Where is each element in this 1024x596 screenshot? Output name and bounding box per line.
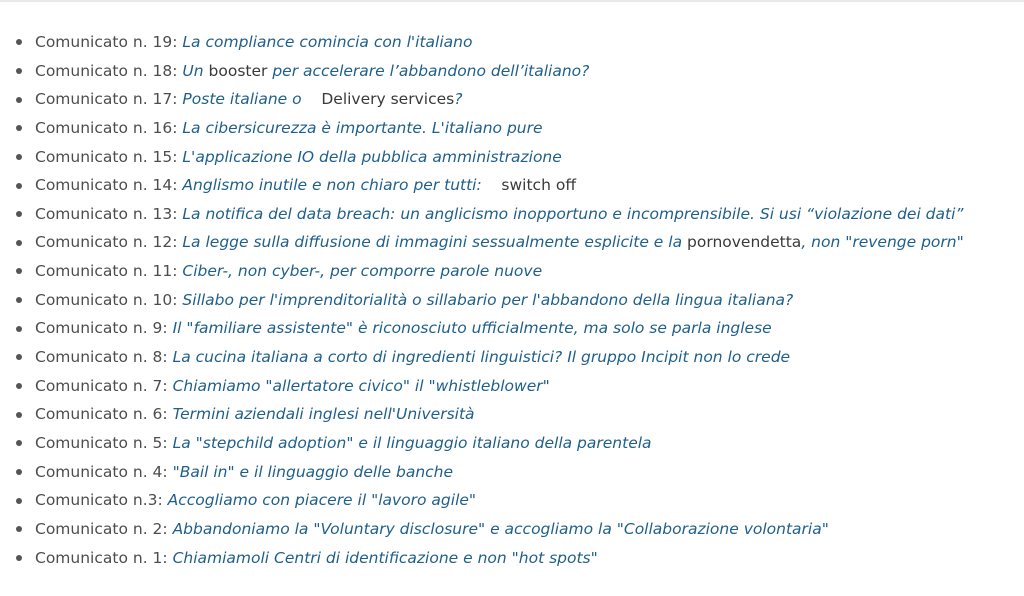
comunicato-list-item [16, 228, 964, 257]
comunicato-number-label: Comunicato n. 15: [35, 147, 183, 166]
comunicato-list-item [16, 85, 964, 114]
comunicato-list-item [16, 429, 964, 458]
comunicato-number-label: Comunicato n. 2: [35, 519, 173, 538]
bullet-icon [16, 555, 22, 561]
comunicato-title-link[interactable] [173, 319, 772, 337]
bullet-icon [16, 154, 22, 160]
comunicato-list-item [16, 458, 964, 487]
page-top-border [0, 0, 1024, 2]
comunicato-list-item [16, 57, 964, 86]
comunicato-number-label: Comunicato n. 17: [35, 90, 183, 109]
comunicato-title-link[interactable] [182, 176, 576, 194]
bullet-icon [16, 354, 22, 360]
comunicato-title-segment: "Bail in" e il linguaggio delle banche [172, 462, 454, 481]
comunicato-number-label: Comunicato n. 12: [35, 233, 183, 252]
comunicato-title-segment: booster [203, 61, 273, 80]
comunicato-title-segment: , non "revenge porn" [801, 233, 964, 252]
comunicato-title-link[interactable] [173, 377, 550, 395]
comunicato-title-link[interactable] [173, 549, 598, 567]
bullet-icon [16, 526, 22, 532]
comunicato-title-link[interactable] [173, 463, 453, 481]
comunicato-title-segment: La "stepchild adoption" e il linguaggio italiano della parentela [172, 433, 652, 452]
comunicato-title-segment: Chiamiamo "allertatore civico" il "whistleblower" [172, 376, 550, 395]
comunicato-title-segment: per accelerare l’abbandono dell’italiano? [272, 61, 590, 80]
comunicato-number-label: Comunicato n. 10: [35, 290, 183, 309]
bullet-icon [16, 68, 22, 74]
comunicato-title-link[interactable] [182, 33, 472, 51]
comunicato-number-label: Comunicato n. 11: [35, 262, 183, 281]
comunicato-number-label: Comunicato n.3: [35, 491, 168, 510]
comunicato-title-link[interactable] [182, 291, 793, 309]
comunicato-list-item [16, 171, 964, 200]
comunicato-title-segment: Delivery services [306, 90, 455, 109]
comunicato-number-label: Comunicato n. 13: [35, 204, 183, 223]
comunicato-title-segment: Accogliamo con piacere il "lavoro agile" [167, 491, 477, 510]
comunicato-list-item [16, 544, 964, 573]
comunicato-title-link[interactable] [173, 520, 829, 538]
comunicato-number-label: Comunicato n. 9: [35, 319, 173, 338]
bullet-icon [16, 97, 22, 103]
bullet-icon [16, 211, 22, 217]
comunicato-number-label: Comunicato n. 19: [35, 33, 183, 51]
comunicato-title-segment: ? [454, 90, 463, 109]
comunicato-number-label: Comunicato n. 7: [35, 376, 173, 395]
comunicato-list-item [16, 400, 964, 429]
bullet-icon [16, 240, 22, 246]
comunicato-list-item [16, 200, 964, 229]
comunicato-list-item [16, 28, 964, 57]
comunicato-title-segment: Ciber-, non cyber-, per comporre parole nuove [182, 262, 543, 281]
comunicato-title-link[interactable] [182, 119, 542, 137]
comunicato-title-segment: La cibersicurezza è importante. L'italiano pure [182, 118, 543, 137]
comunicato-list-item [16, 515, 964, 544]
comunicato-list-item [16, 257, 964, 286]
comunicato-title-segment: Sillabo per l'imprenditorialità o sillabario per l'abbandono della lingua italiana? [182, 290, 794, 309]
comunicato-title-segment: Chiamiamoli Centri di identificazione e non "hot spots" [172, 548, 598, 567]
comunicato-list-item [16, 486, 964, 515]
comunicato-title-segment: Termini aziendali inglesi nell'Università [172, 405, 475, 424]
comunicato-list-item [16, 286, 964, 315]
bullet-icon [16, 326, 22, 332]
comunicati-list [16, 28, 964, 572]
bullet-icon [16, 268, 22, 274]
comunicato-number-label: Comunicato n. 8: [35, 348, 173, 367]
comunicato-title-segment: Il "familiare assistente" è riconosciuto ufficialmente, ma solo se parla inglese [172, 319, 772, 338]
comunicato-title-link[interactable] [182, 148, 561, 166]
comunicato-title-link[interactable] [173, 348, 791, 366]
comunicato-title-link[interactable] [182, 262, 542, 280]
comunicato-title-segment: Abbandoniamo la "Voluntary disclosure" e accogliamo la "Collaborazione volontaria" [172, 519, 829, 538]
comunicato-title-segment: La notifica del data breach: un anglicismo inopportuno e incomprensibile. Si usi “violazione dei dati” [182, 204, 964, 223]
comunicato-title-link[interactable] [168, 491, 476, 509]
bullet-icon [16, 183, 22, 189]
comunicato-title-segment: switch off [486, 176, 576, 195]
comunicato-number-label: Comunicato n. 4: [35, 462, 173, 481]
comunicato-list-item [16, 343, 964, 372]
bullet-icon [16, 469, 22, 475]
comunicato-list-item [16, 114, 964, 143]
bullet-icon [16, 440, 22, 446]
comunicato-title-link[interactable] [182, 233, 963, 251]
comunicato-title-segment: Un [182, 61, 204, 80]
comunicato-number-label: Comunicato n. 1: [35, 548, 173, 567]
comunicato-title-link[interactable] [182, 90, 462, 108]
comunicato-title-segment: La legge sulla diffusione di immagini sessualmente esplicite e la [182, 233, 688, 252]
comunicato-number-label: Comunicato n. 6: [35, 405, 173, 424]
comunicato-number-label: Comunicato n. 18: [35, 61, 183, 80]
comunicato-title-link[interactable] [173, 434, 652, 452]
bullet-icon [16, 297, 22, 303]
comunicato-title-segment: La compliance comincia con l'italiano [182, 33, 473, 51]
comunicato-list-item [16, 372, 964, 401]
bullet-icon [16, 125, 22, 131]
comunicato-title-segment: pornovendetta [687, 233, 802, 252]
comunicato-title-link[interactable] [182, 205, 963, 223]
comunicato-number-label: Comunicato n. 16: [35, 118, 183, 137]
comunicato-title-link[interactable] [173, 405, 475, 423]
comunicato-list-item [16, 143, 964, 172]
comunicato-title-segment: Anglismo inutile e non chiaro per tutti: [182, 176, 487, 195]
bullet-icon [16, 498, 22, 504]
bullet-icon [16, 412, 22, 418]
comunicato-list-item [16, 314, 964, 343]
bullet-icon [16, 39, 22, 45]
comunicato-number-label: Comunicato n. 5: [35, 433, 173, 452]
comunicato-title-segment: L'applicazione IO della pubblica amministrazione [182, 147, 562, 166]
comunicato-title-segment: La cucina italiana a corto di ingredienti linguistici? Il gruppo Incipit non lo crede [172, 348, 791, 367]
comunicato-title-link[interactable] [182, 62, 589, 80]
bullet-icon [16, 383, 22, 389]
comunicato-title-segment: Poste italiane o [182, 90, 307, 109]
comunicato-number-label: Comunicato n. 14: [35, 176, 183, 195]
